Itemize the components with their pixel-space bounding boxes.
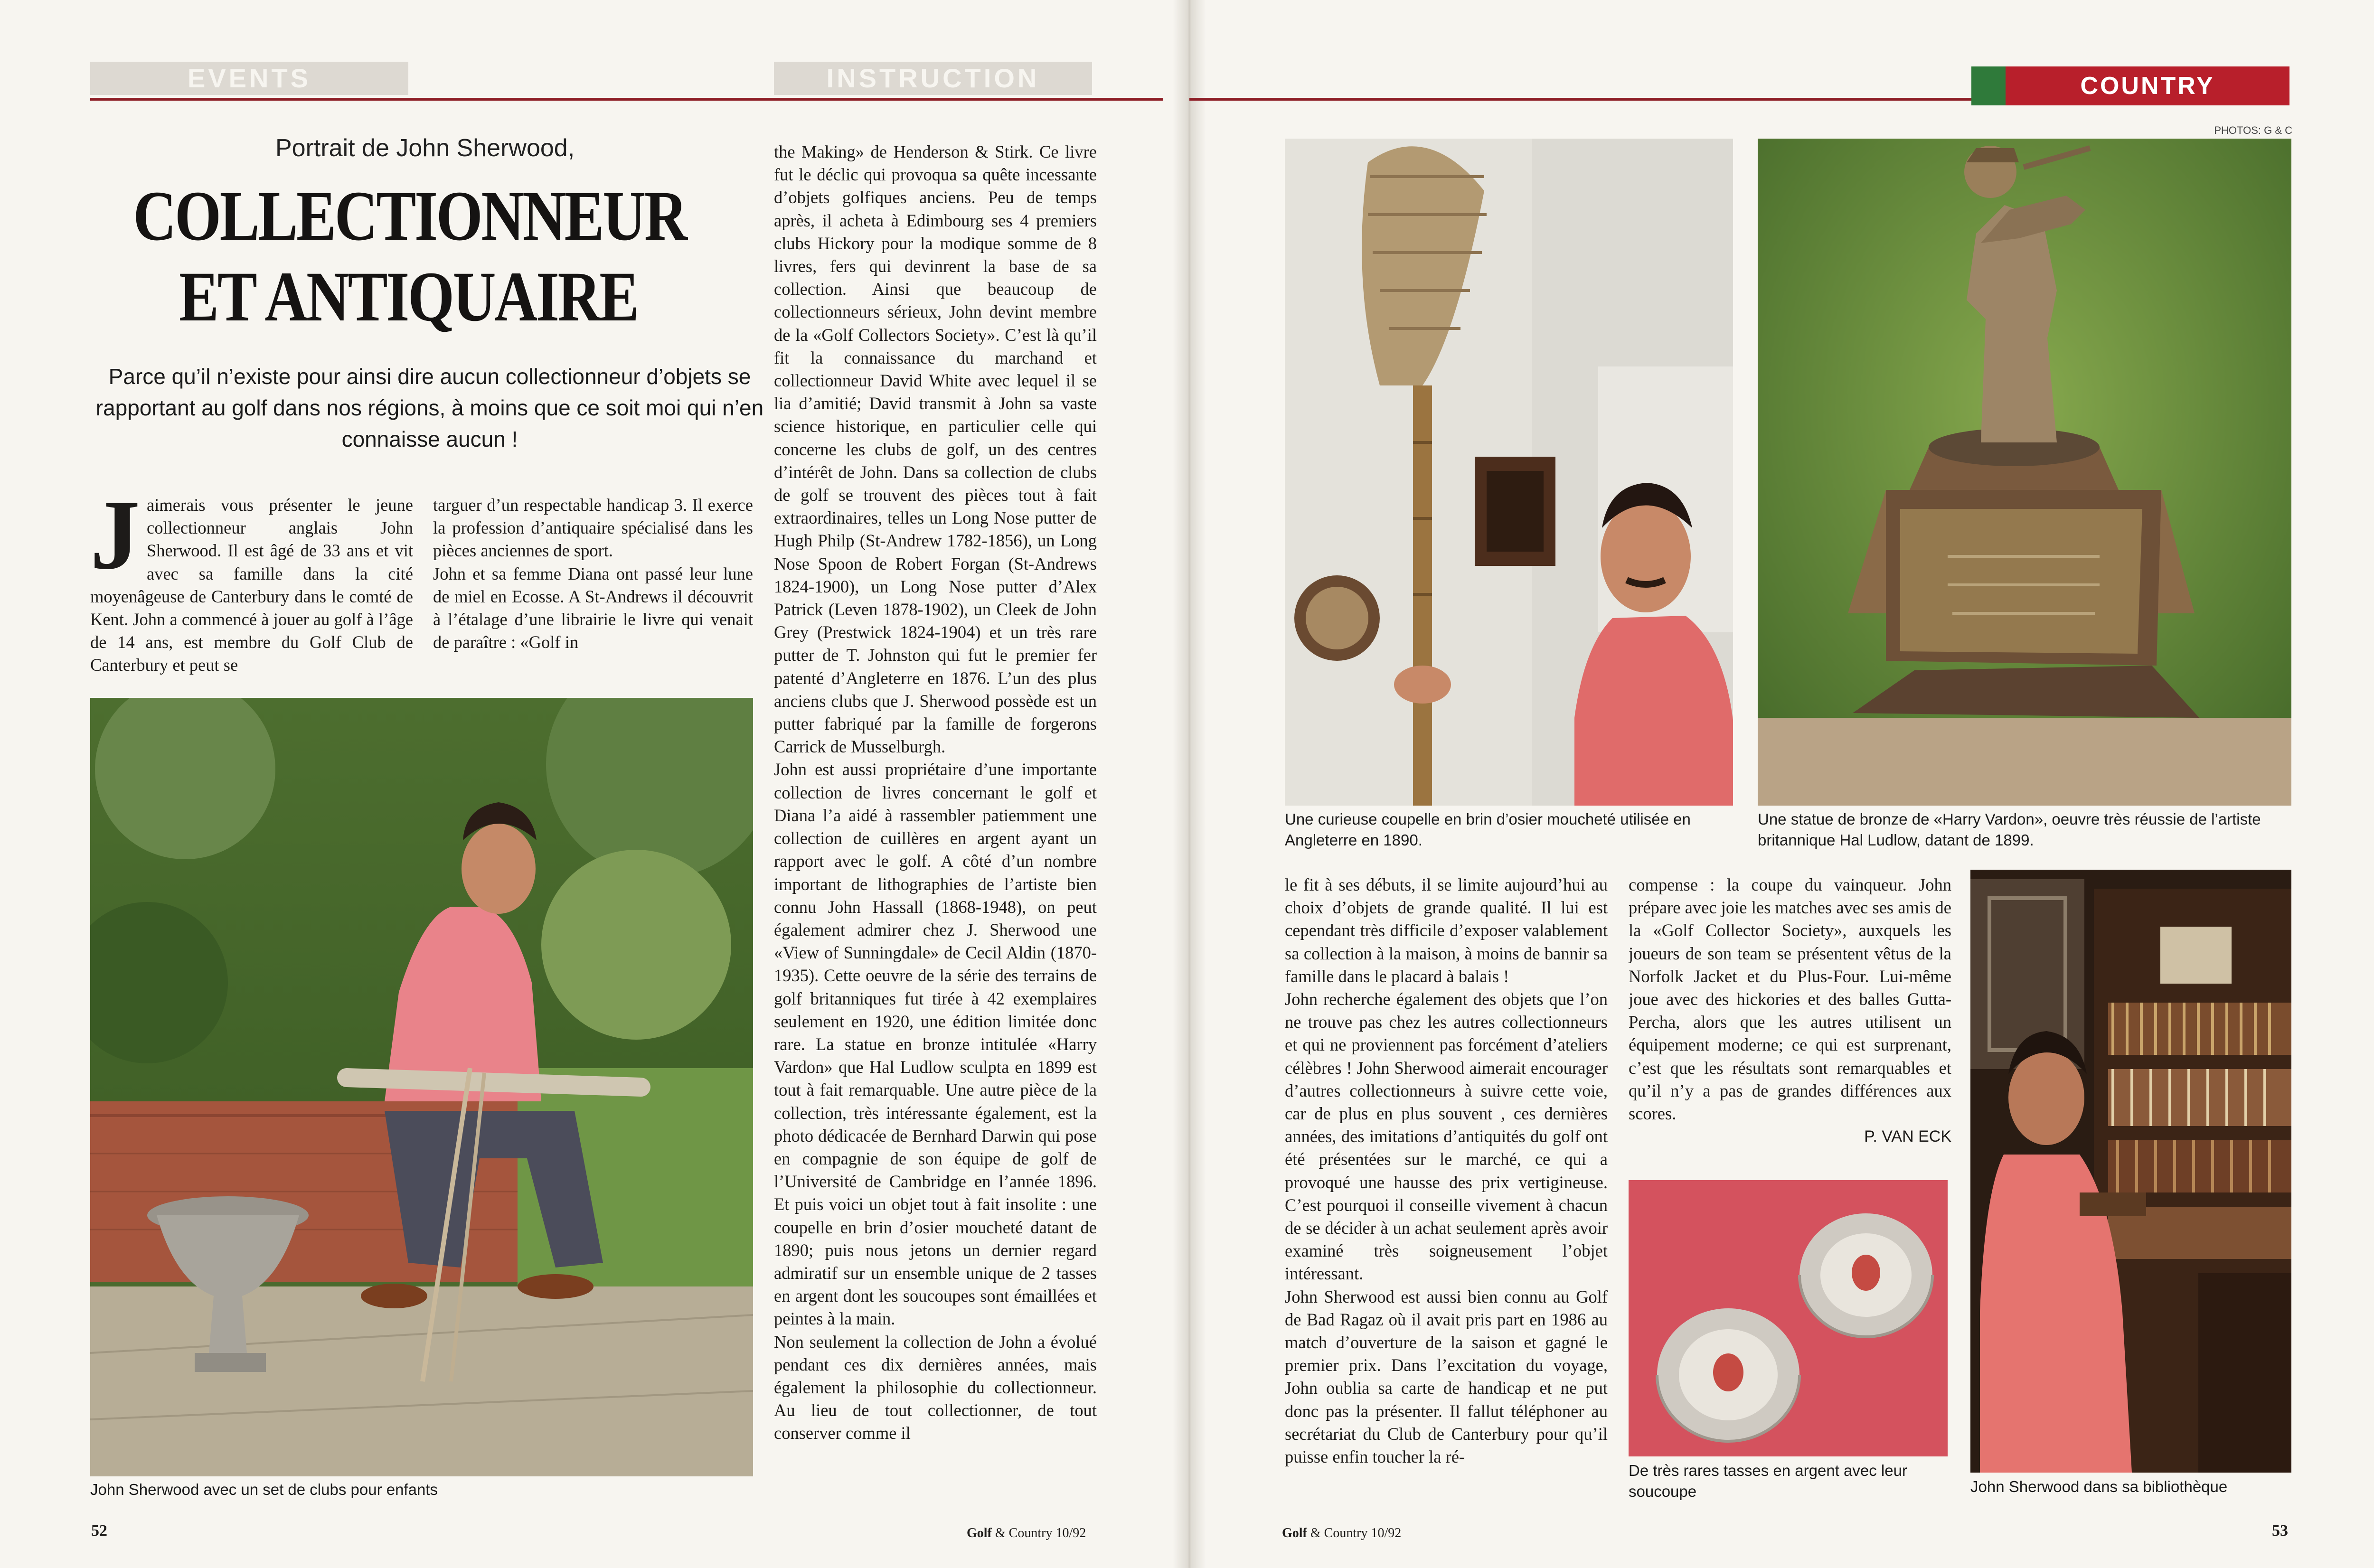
section-tag-label: COUNTRY <box>2006 66 2289 105</box>
photo-credit: PHOTOS: G & C <box>2214 124 2292 136</box>
right-top-rule <box>1189 98 1978 101</box>
body-column-2 <box>433 494 753 698</box>
photo-sherwood-seated <box>90 698 753 1476</box>
left-top-rule <box>90 98 1163 101</box>
photo-silver-cups <box>1629 1180 1948 1456</box>
section-tag-country <box>1971 66 2289 105</box>
body-col5-text: compense : la coupe du vainqueur. John prépare avec joie les matches avec ses amis de la «Golf Collector Society», auxquels les joueurs de son team se présentent vêtus de la Norfolk Jacket et du Plus-Four. Lui-même joue avec des hickories et des balles Gutta-Percha, alors que les autres utilisent un équipement moderne; ce qui est surprenant, c’est que les résultats sont remarquables et qu’il n’y a pas de grandes différences aux scores. <box>1629 875 1951 1124</box>
drop-cap: J <box>90 494 140 590</box>
footer-mag-bold-right: Golf <box>1282 1526 1307 1540</box>
article-lead: Parce qu’il n’existe pour ainsi dire aucun collectionneur d’objets se rapportant au golf dans nos régions, à moins que ce soit moi qui n’en connaisse aucun ! <box>95 364 764 451</box>
photo-wicker-basket <box>1285 139 1733 806</box>
page-number-left: 52 <box>91 1522 107 1540</box>
footer-magazine-right <box>1282 1526 1401 1541</box>
photo-vardon-statue-illustration <box>1758 139 2291 806</box>
photo-vardon-statue <box>1758 139 2291 806</box>
caption-main-photo: John Sherwood avec un set de clubs pour enfants <box>90 1481 438 1498</box>
caption-statue: Une statue de bronze de «Harry Vardon», oeuvre très réussie de l’artiste britannique Hal Ludlow, datant de 1899. <box>1758 810 2261 849</box>
page-number-right: 53 <box>2272 1522 2288 1540</box>
body-column-1 <box>90 494 413 698</box>
footer-magazine-left <box>967 1526 1086 1541</box>
caption-cups: De très rares tasses en argent avec leur soucoupe <box>1629 1462 1907 1500</box>
photo-silver-cups-illustration <box>1629 1180 1948 1456</box>
footer-mag-bold-left: Golf <box>967 1526 992 1540</box>
photo-library <box>1970 870 2291 1473</box>
body-column-5 <box>1629 873 1951 1158</box>
caption-basket: Une curieuse coupelle en brin d’osier moucheté utilisée en Angleterre en 1890. <box>1285 810 1691 849</box>
body-col4c-text: John Sherwood est aussi bien connu au Golf de Bad Ragaz où il avait pris part en 1986 au match d’ouverture de la saison et gagné le premier prix. Dans l’excitation du voyage, John oublia sa carte de handicap et ne put donc pas la présenter. Il fallut téléphoner au secrétariat du Club de Canterbury pour qu’il puisse enfin toucher la ré- <box>1285 1286 1608 1467</box>
body-col4-text: le fit à ses débuts, il se limite aujourd’hui au choix d’objets de grande qualité. Il lui est cependant très difficile d’exposer valablement sa collection à la maison, à moins de bannir sa famille dans le placard à balais ! <box>1285 875 1608 986</box>
footer-mag-rest-right: & Country 10/92 <box>1307 1526 1402 1540</box>
footer-mag-rest-left: & Country 10/92 <box>991 1526 1086 1540</box>
body-column-4 <box>1285 873 1608 1505</box>
body-col3c-text: Non seulement la collection de John a évolué pendant ces dix dernières années, mais également la philosophie du collectionneur. Au lieu de tout collectionner, de tout conserver comme il <box>774 1332 1097 1443</box>
ghost-tab-events: EVENTS <box>90 62 408 95</box>
body-column-3 <box>774 141 1097 1505</box>
photo-library-illustration <box>1970 870 2291 1473</box>
photo-wicker-basket-illustration <box>1285 139 1733 806</box>
body-col2-text: targuer d’un respectable handicap 3. Il exerce la profession d’antiquaire spécialisé dans les pièces anciennes de sport. <box>433 495 753 561</box>
section-tag-green-block <box>1971 66 2006 105</box>
article-title <box>133 176 686 337</box>
ghost-tab-instruction: INSTRUCTION <box>774 62 1092 95</box>
body-col1-text: aimerais vous présenter le jeune collectionneur anglais John Sherwood. Il est âgé de 33 ans et vit avec sa famille dans la cité moyenâgeuse de Canterbury dans le comté de Kent. John a commencé à jouer au golf à l’âge de 14 ans, est membre du Golf Club de Canterbury et peut se <box>90 495 413 675</box>
body-col3-text: the Making» de Henderson & Stirk. Ce livre fut le déclic qui provoqua sa quête incessante d’objets golfiques anciens. Peu de temps après, il acheta à Edimbourg ses 4 premiers clubs Hickory pour la modique somme de 8 livres, fers qui devinrent la base de sa collection. Ainsi que beaucoup de collectionneurs sérieux, John devint membre de la «Golf Collectors Society». C’est là qu’il fit la connaissance du marchand et collectionneur David White avec lequel il se lia d’amitié; David transmit à John sa vaste science historique, en particulier celle qui concerne les clubs de golf, un des centres d’intérêt de John. Dans sa collection de clubs de golf se trouvent des pièces tout à fait extraordinaires, telles un Long Nose putter de Hugh Philp (St-Andrew 1782-1856), un Long Nose Spoon de Robert Forgan (St-Andrews 1824-1900), un Long Nose putter d’Alex Patrick (Leven 1878-1902), un Cleek de John Grey (Prestwick 1824-1904) et un très rare putter de T. Johnston qui fut le premier fer patenté d’Angleterre en 1876. L’un des plus anciens clubs que J. Sherwood possède est un putter fabriqué par la famille de forgerons Carrick de Musselburgh. <box>774 142 1097 757</box>
title-line-1: COLLECTIONNEUR <box>133 177 686 255</box>
body-col4b-text: John recherche également des objets que l’on ne trouve pas chez les autres collectionneurs et qui ne proviennent pas forcément d’ateliers célèbres ! John Sherwood aimerait encourager d’autres collectionneurs à suivre cette voie, car de plus en plus souvent , ces dernières années, des imitations d’antiquités du golf ont été présentées sur le marché, ce qui a provoqué une hausse des prix vertigineuse. C’est pourquoi il conseille vivement à chacun de se décider à un achat seulement après avoir examiné très soigneusement l’objet intéressant. <box>1285 989 1608 1284</box>
article-kicker: Portrait de John Sherwood, <box>275 134 575 162</box>
title-line-2: ET ANTIQUAIRE <box>179 257 638 336</box>
body-col2b-text: John et sa femme Diana ont passé leur lune de miel en Ecosse. A St-Andrews il découvrit à l’étalage d’une librairie le livre qui venait de paraître : «Golf in <box>433 563 753 652</box>
caption-library: John Sherwood dans sa bibliothèque <box>1970 1478 2228 1495</box>
photo-sherwood-seated-illustration <box>90 698 753 1476</box>
spine-gutter <box>1173 0 1206 1568</box>
article-author: P. VAN ECK <box>1864 1127 1951 1146</box>
body-col3b-text: John est aussi propriétaire d’une importante collection de livres concernant le golf et Diana l’a aidé à rassembler patiemment une collection de cuillères en argent ayant un rapport avec le golf. A côté d’un nombre important de lithographies de l’artiste bien connu John Hassall (1868-1948), on peut également admirer chez J. Sherwood une «View of Sunningdale» de Cecil Aldin (1870-1935). Cette oeuvre de la série des terrains de golf britanniques fut tirée à 42 exemplaires seulement en 1920, une édition limitée donc rare. La statue en bronze intitulée «Harry Vardon» que Hal Ludlow sculpta en 1899 est tout à fait remarquable. Une autre pièce de la collection, très intéressante également, est la photo dédicacée de Bernhard Darwin qui pose en compagnie de son équipe de golf de l’Université de Cambridge en l’année 1896. Et puis voici un objet tout à fait insolite : une coupelle en brin d’osier moucheté datant de 1890; puis nous jetons un dernier regard admiratif sur un ensemble unique de 2 tasses en argent dont les soucoupes sont émaillées et peintes à la main. <box>774 760 1097 1329</box>
